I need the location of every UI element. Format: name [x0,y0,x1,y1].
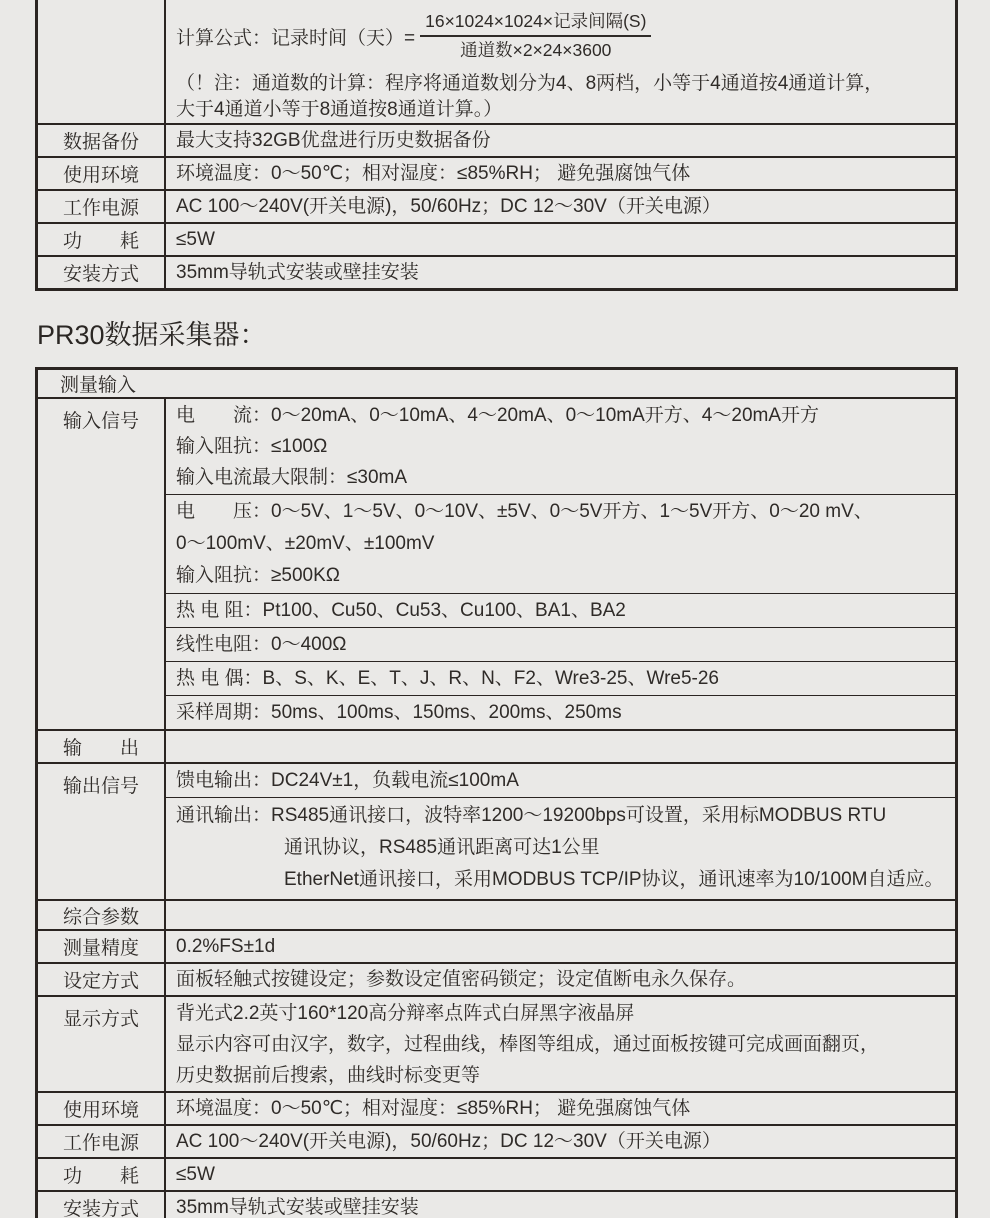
table-row-output-header [38,729,955,762]
sub-row-current [166,399,955,494]
row-label: 工作电源 [38,191,166,222]
value-line: 0.2%FS±1d [176,936,276,957]
row-value [166,224,955,255]
note-line: 大于4通道小等于8通道按8通道计算。） [176,99,503,120]
value-line: 环境温度：0～50℃；相对湿度：≤85%RH； 避免强腐蚀气体 [176,1098,691,1119]
row-label: 使用环境 [38,1093,166,1124]
sub-row-thermocouple [166,661,955,695]
table-row-accuracy [38,929,955,962]
value-line: 通讯输出：RS485通讯接口，波特率1200～19200bps可设置，采用标MODBUS RTU [176,805,887,826]
value-line: 面板轻触式按键设定；参数设定值密码锁定；设定值断电永久保存。 [176,969,747,990]
sub-row-rtd [166,593,955,627]
sub-row-comm-output [166,797,955,899]
table-row-params-header [38,899,955,929]
formula-prefix: 计算公式：记录时间（天）= [176,27,416,49]
spec-table-pr30 [35,367,958,1218]
row-label: 显示方式 [38,997,166,1091]
row-label: 输出信号 [38,764,166,899]
value-line: 输入阻抗：≤100Ω [176,436,328,457]
sub-row-linear-resistance [166,627,955,661]
row-label: 功 耗 [38,224,166,255]
row-label: 设定方式 [38,964,166,995]
row-value [166,1093,955,1124]
value-line: 通讯协议，RS485通讯距离可达1公里 [284,837,600,858]
row-label: 安装方式 [38,257,166,288]
row-label: 综合参数 [38,901,166,929]
value-line: 历史数据前后搜索，曲线时标变更等 [176,1065,481,1086]
row-value [166,125,955,156]
value-line: EtherNet通讯接口，采用MODBUS TCP/IP协议，通讯速率为10/100M自适应。 [284,869,944,890]
row-label: 数据备份 [38,125,166,156]
fraction-denominator: 通道数×2×24×3600 [460,40,612,60]
note-line: （！注：通道数的计算：程序将通道数划分为4、8两档，小等于4通道按4通道计算， [176,73,884,94]
table-row-section-measure-input [38,370,955,397]
value-line: 采样周期：50ms、100ms、150ms、200ms、250ms [176,702,622,723]
row-value [166,997,955,1091]
table-row-consumption [38,1157,955,1190]
value-line: 馈电输出：DC24V±1，负载电流≤100mA [176,770,519,791]
value-line: 线性电阻：0～400Ω [176,634,347,655]
row-value [166,158,955,189]
row-label: 输 出 [38,731,166,762]
section-cell: 测量输入 [60,375,137,396]
value-line: 电 流：0～20mA、0～10mA、4～20mA、0～10mA开方、4～20mA开方 [176,405,820,426]
value-line: 环境温度：0～50℃；相对湿度：≤85%RH； 避免强腐蚀气体 [176,163,691,184]
value-line: 35mm导轨式安装或壁挂安装 [176,262,419,283]
value-line: AC 100～240V(开关电源)，50/60Hz；DC 12～30V（开关电源） [176,196,721,217]
row-label: 测量精度 [38,931,166,962]
value-line: 最大支持32GB优盘进行历史数据备份 [176,130,491,151]
value-line: AC 100～240V(开关电源)，50/60Hz；DC 12～30V（开关电源） [176,1131,721,1152]
value-line: 热 电 偶：B、S、K、E、T、J、R、N、F2、Wre3-25、Wre5-26 [176,668,719,689]
value-line: 输入电流最大限制：≤30mA [176,467,408,488]
sub-row-voltage [166,494,955,593]
table-row-power [38,189,955,222]
table-row-power [38,1124,955,1157]
sub-row-sampling-period [166,695,955,729]
row-value [166,1159,955,1190]
row-value [166,399,955,729]
row-value [166,764,955,899]
value-line: 显示内容可由汉字，数字，过程曲线，棒图等组成，通过面板按键可完成画面翻页， [176,1034,880,1055]
row-value [166,257,955,288]
value-line: 热 电 阻：Pt100、Cu50、Cu53、Cu100、BA1、BA2 [176,600,626,621]
formula-note [166,71,955,123]
table-row-display [38,995,955,1091]
row-label: 工作电源 [38,1126,166,1157]
table-row-output-signal [38,762,955,899]
value-line: 输入阻抗：≥500KΩ [176,565,341,586]
value-line: 电 压：0～5V、1～5V、0～10V、±5V、0～5V开方、1～5V开方、0～20 mV、 [176,501,873,522]
row-value [166,1126,955,1157]
formula-fraction [420,11,651,61]
table-row-environment [38,156,955,189]
value-line: ≤5W [176,1164,215,1185]
row-value [166,964,955,995]
row-label-empty [38,0,166,123]
row-value [166,1192,955,1218]
row-label: 使用环境 [38,158,166,189]
table-row-backup [38,123,955,156]
row-label: 安装方式 [38,1192,166,1218]
spec-table-top [35,0,958,291]
formula-line [166,0,955,64]
value-line: ≤5W [176,229,215,250]
row-label: 功 耗 [38,1159,166,1190]
row-label: 输入信号 [38,399,166,729]
table-row-mounting [38,1190,955,1218]
row-value-formula [166,0,955,123]
sub-row-feed-output [166,764,955,797]
value-line: 35mm导轨式安装或壁挂安装 [176,1197,419,1218]
table-row-environment [38,1091,955,1124]
table-row-mounting [38,255,955,288]
row-value [166,731,955,762]
table-row-setting [38,962,955,995]
section-title: PR30数据采集器： [37,320,267,350]
fraction-numerator: 16×1024×1024×记录间隔(S) [420,11,651,37]
table-row-formula [38,0,955,123]
row-value [166,931,955,962]
value-line: 背光式2.2英寸160*120高分辩率点阵式白屏黑字液晶屏 [176,1003,635,1024]
table-row-consumption [38,222,955,255]
row-value [166,191,955,222]
row-value [166,901,955,929]
value-line: 0～100mV、±20mV、±100mV [176,533,435,554]
table-row-input-signal [38,397,955,729]
